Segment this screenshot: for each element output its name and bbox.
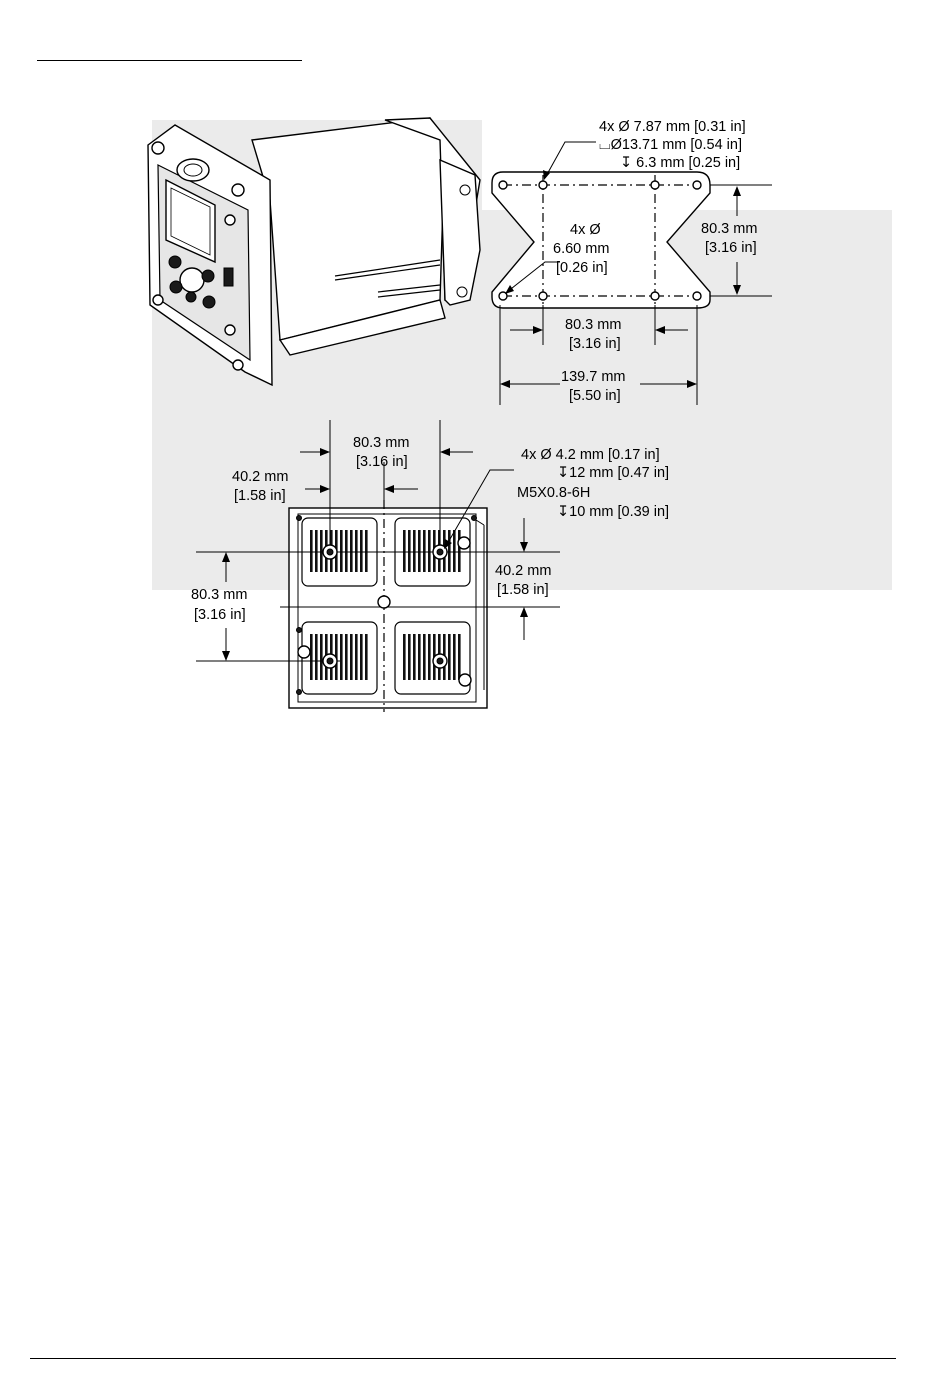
heat-sink-fin: [418, 634, 421, 680]
heat-sink-fin: [310, 634, 313, 680]
heat-sink-fin: [355, 530, 358, 572]
inner-hole-in: [0.26 in]: [556, 260, 608, 276]
heat-sink-fin: [453, 530, 456, 572]
heat-sink-fin: [418, 530, 421, 572]
heat-sink-fin: [360, 634, 363, 680]
rear-top-spacing-in: [3.16 in]: [356, 454, 408, 470]
footer-rule: [30, 1358, 896, 1359]
horizontal-spacing-in: [3.16 in]: [569, 336, 621, 352]
heat-sink-fin: [403, 634, 406, 680]
heat-sink-fin: [423, 530, 426, 572]
rear-left-offset-in: [1.58 in]: [234, 488, 286, 504]
vertical-spacing-in: [3.16 in]: [705, 240, 757, 256]
heat-sink-fin: [403, 530, 406, 572]
rear-top-spacing-mm: 80.3 mm: [353, 435, 410, 451]
heat-sink-fin: [320, 530, 323, 572]
hole-spec-line3: ↧ 6.3 mm [0.25 in]: [620, 155, 741, 171]
heat-sink-fin: [458, 530, 461, 572]
heat-sink-fin: [350, 530, 353, 572]
rear-left-offset-mm: 40.2 mm: [232, 469, 289, 485]
rear-left-spacing-mm: 80.3 mm: [191, 587, 248, 603]
heat-sink-fin: [340, 530, 343, 572]
heat-sink-fin: [315, 634, 318, 680]
heat-sink-fin: [355, 634, 358, 680]
heat-sink-fin: [413, 530, 416, 572]
heat-sink-fin: [408, 634, 411, 680]
overall-width-mm: 139.7 mm: [561, 369, 626, 385]
heat-sink-fin: [453, 634, 456, 680]
heat-sink-fin: [360, 530, 363, 572]
heat-sink-fin: [458, 634, 461, 680]
thread-spec-line2: ↧12 mm [0.47 in]: [557, 465, 670, 481]
overall-width-in: [5.50 in]: [569, 388, 621, 404]
heat-sink-fin: [315, 530, 318, 572]
rear-left-spacing-in: [3.16 in]: [194, 607, 246, 623]
vertical-spacing-mm: 80.3 mm: [701, 221, 758, 237]
heat-sink-fin: [345, 530, 348, 572]
inner-hole-mm: 6.60 mm: [553, 241, 610, 257]
heat-sink-fin: [408, 530, 411, 572]
inner-hole-qty: 4x Ø: [570, 222, 601, 238]
heat-sink-fin: [428, 634, 431, 680]
heat-sink-fin: [428, 530, 431, 572]
rear-right-offset-mm: 40.2 mm: [495, 563, 552, 579]
heat-sink-fin: [448, 530, 451, 572]
heat-sink-fin: [423, 634, 426, 680]
heat-sink-fin: [310, 530, 313, 572]
heat-sink-fin: [448, 634, 451, 680]
heat-sink-fin: [365, 634, 368, 680]
heat-sink-fin: [350, 634, 353, 680]
heat-sink-fin: [345, 634, 348, 680]
thread-spec-line3: M5X0.8-6H: [517, 485, 591, 501]
thread-spec-line4: ↧10 mm [0.39 in]: [557, 504, 670, 520]
rear-right-offset-in: [1.58 in]: [497, 582, 549, 598]
thread-spec-line1: 4x Ø 4.2 mm [0.17 in]: [521, 447, 660, 463]
heat-sink-fin: [320, 634, 323, 680]
hole-spec-line2: ⌴Ø13.71 mm [0.54 in]: [599, 137, 742, 153]
heat-sink-fin: [413, 634, 416, 680]
hole-spec-line1: 4x Ø 7.87 mm [0.31 in]: [599, 119, 746, 135]
horizontal-spacing-mm: 80.3 mm: [565, 317, 622, 333]
heat-sink-fin: [340, 634, 343, 680]
heat-sink-fin: [365, 530, 368, 572]
